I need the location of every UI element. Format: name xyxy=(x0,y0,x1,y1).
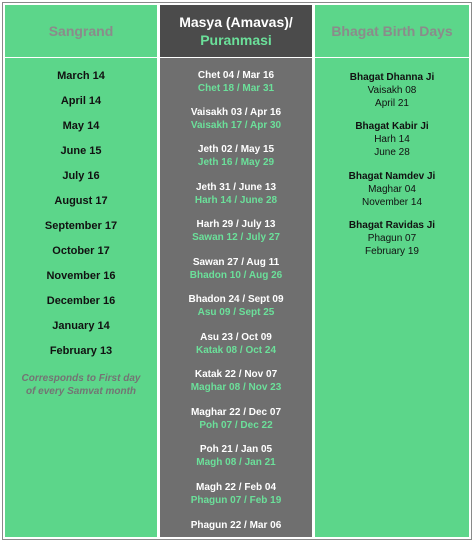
sangrand-date: November 16 xyxy=(46,270,116,282)
amavas-date: Asu 23 / Oct 09 xyxy=(200,332,272,343)
sangrand-note-line: of every Samvat month xyxy=(25,386,137,397)
masya-entry xyxy=(160,106,312,132)
sangrand-date: March 14 xyxy=(57,70,105,82)
puranmasi-date: Bhadon 10 / Aug 26 xyxy=(189,270,283,281)
bhagat-date-gregorian: June 28 xyxy=(374,147,410,158)
bhagat-date-samvat: Maghar 04 xyxy=(368,184,416,195)
masya-header-subtitle: Puranmasi xyxy=(200,32,272,48)
masya-entry xyxy=(160,181,312,207)
amavas-date: Phagun 22 / Mar 06 xyxy=(190,520,282,531)
puranmasi-date: Chet 18 / Mar 31 xyxy=(197,83,275,94)
bhagat-entry xyxy=(315,170,469,209)
puranmasi-date: Jeth 16 / May 29 xyxy=(197,157,275,168)
bhagat-date-samvat: Phagun 07 xyxy=(367,233,417,244)
sangrand-date: September 17 xyxy=(44,220,118,232)
amavas-date: Poh 21 / Jan 05 xyxy=(199,444,273,455)
puranmasi-date: Vaisakh 17 / Apr 30 xyxy=(190,120,282,131)
bhagat-date-samvat: Harh 14 xyxy=(374,134,410,145)
masya-entry xyxy=(160,406,312,432)
masya-entry xyxy=(160,218,312,244)
puranmasi-date: Maghar 08 / Nov 23 xyxy=(190,382,282,393)
amavas-date: Jeth 31 / June 13 xyxy=(195,182,277,193)
bhagat-header: Bhagat Birth Days xyxy=(315,5,469,58)
bhagat-date-gregorian: November 14 xyxy=(361,197,423,208)
sangrand-date: October 17 xyxy=(52,245,110,257)
puranmasi-date: Asu 09 / Sept 25 xyxy=(197,307,275,318)
amavas-date: Maghar 22 / Dec 07 xyxy=(190,407,282,418)
amavas-date: Chet 04 / Mar 16 xyxy=(197,70,275,81)
masya-header-title: Masya (Amavas)/ xyxy=(179,14,293,30)
bhagat-entry xyxy=(315,71,469,110)
puranmasi-date: Katak 08 / Oct 24 xyxy=(195,345,277,356)
calendar-table xyxy=(2,2,472,540)
masya-header xyxy=(160,5,312,58)
puranmasi-date: Sawan 12 / July 27 xyxy=(192,232,280,243)
sangrand-date: April 14 xyxy=(60,95,102,107)
masya-entry xyxy=(160,293,312,319)
sangrand-date: July 16 xyxy=(62,170,100,182)
puranmasi-date: Magh 08 / Jan 21 xyxy=(196,457,276,468)
masya-entry xyxy=(160,519,312,532)
amavas-date: Bhadon 24 / Sept 09 xyxy=(188,294,284,305)
bhagat-name: Bhagat Dhanna Ji xyxy=(349,72,435,83)
masya-entry xyxy=(160,331,312,357)
sangrand-date: June 15 xyxy=(60,145,102,157)
puranmasi-date: Phagun 07 / Feb 19 xyxy=(190,495,282,506)
puranmasi-date: Harh 14 / June 28 xyxy=(194,195,278,206)
masya-entry xyxy=(160,69,312,95)
bhagat-column xyxy=(315,5,469,537)
sangrand-header: Sangrand xyxy=(5,5,157,58)
sangrand-note-line: Corresponds to First day xyxy=(21,373,141,384)
sangrand-date: December 16 xyxy=(46,295,116,307)
sangrand-note xyxy=(5,372,157,398)
sangrand-column xyxy=(5,5,157,537)
bhagat-name: Bhagat Ravidas Ji xyxy=(348,220,436,231)
masya-entry xyxy=(160,143,312,169)
sangrand-date: August 17 xyxy=(54,195,108,207)
sangrand-date: May 14 xyxy=(62,120,100,132)
amavas-date: Harh 29 / July 13 xyxy=(196,219,276,230)
bhagat-date-samvat: Vaisakh 08 xyxy=(367,85,417,96)
amavas-date: Jeth 02 / May 15 xyxy=(197,144,275,155)
masya-entry xyxy=(160,368,312,394)
bhagat-name: Bhagat Namdev Ji xyxy=(348,171,436,182)
amavas-date: Vaisakh 03 / Apr 16 xyxy=(190,107,282,118)
amavas-date: Magh 22 / Feb 04 xyxy=(195,482,277,493)
masya-entry xyxy=(160,443,312,469)
masya-column xyxy=(160,5,312,537)
bhagat-entry xyxy=(315,219,469,258)
bhagat-name: Bhagat Kabir Ji xyxy=(355,121,429,132)
amavas-date: Katak 22 / Nov 07 xyxy=(194,369,278,380)
masya-entry xyxy=(160,481,312,507)
amavas-date: Sawan 27 / Aug 11 xyxy=(192,257,280,268)
puranmasi-date: Poh 07 / Dec 22 xyxy=(199,420,273,431)
sangrand-date: January 14 xyxy=(52,320,110,332)
bhagat-date-gregorian: February 19 xyxy=(365,246,419,257)
sangrand-date: February 13 xyxy=(49,345,113,357)
masya-entry xyxy=(160,256,312,282)
bhagat-entry xyxy=(315,120,469,159)
bhagat-date-gregorian: April 21 xyxy=(375,98,409,109)
